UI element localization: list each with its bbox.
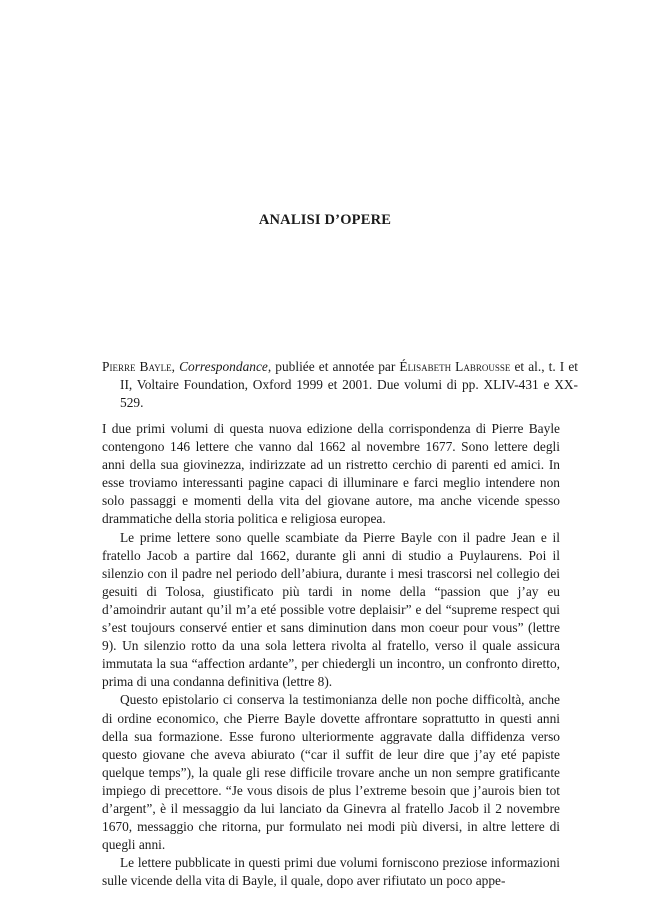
citation-text-part2: et al., t. I et II, Voltaire Foundation, Oxford 1999 et 2001. Due volumi di pp. XLIV-431 e XX-529. [120,359,578,411]
citation-separator: , [171,359,180,374]
body-paragraph-1: I due primi volumi di questa nuova edizione della corrispondenza di Pierre Bayle contengono 146 lettere che vanno dal 1662 al novembre 1677. Sono lettere degli anni della sua giovinezza, indirizzate ad un ristretto cerchio di parenti ed amici. In esse troviamo interessanti pagine capaci di illuminare e farci meglio intendere non solo passaggi e momenti della vita del giovane autore, ma anche vicende spesso drammatiche della storia politica e religiosa europea. [102,421,560,527]
body-paragraph-2: Le prime lettere sono quelle scambiate da Pierre Bayle con il padre Jean e il fratello Jacob a partire dal 1662, durante gli anni di studio a Puylaurens. Poi il silenzio con il padre nel periodo dell’abiura, durante i mesi trascorsi nel collegio dei gesuiti di Tolosa, giustificato più tardi in nome della “passion que j’ay eu d’amoindrir autant qu’il m’a eté possible votre deplaisir” e del “supreme respect qui s’est toujours conservé entier et sans diminution dans mon coeur pour vous” (lettre 9). Un silenzio rotto da una sola lettera rivolta al fratello, verso il quale assicura immutata la sua “affection ardante”, per chiedergli un incontro, un confronto diretto, prima di una condanna definitiva (lettre 8). [102,529,560,690]
citation-author: Pierre Bayle [102,359,172,374]
article-body [102,420,560,890]
body-paragraph-3: Questo epistolario ci conserva la testimonianza delle non poche difficoltà, anche di ordine economico, che Pierre Bayle dovette affrontare soprattutto in questi anni della sua formazione. Esse furono ulteriormente aggravate dalla diffidenza verso questo giovane che aveva abiurato (“car il suffit de leur dire que j’ay eté papiste quelque temps”), la quale gli rese difficile trovare anche un non sempre gratificante impiego di precettore. “Je vous disois de plus l’extreme besoin que j’aurois bien tot d’argent”, è il messaggio da lui lanciato da Ginevra al fratello Jacob il 2 novembre 1670, messaggio che ritorna, pur formulato nei modi più diversi, in altre lettere di quegli anni. [102,692,560,853]
citation-editor: Élisabeth Labrousse [399,359,511,374]
body-paragraph-4: Le lettere pubblicate in questi primi due volumi forniscono preziose informazioni sulle vicende della vita di Bayle, il quale, dopo aver rifiutato un poco appe- [102,855,560,889]
section-title: ANALISI D’OPERE [258,212,392,228]
citation-text-part1: , publiée et annotée par [267,359,400,374]
citation-work-title: Correspondance [179,359,268,374]
bibliographic-citation [102,358,578,413]
